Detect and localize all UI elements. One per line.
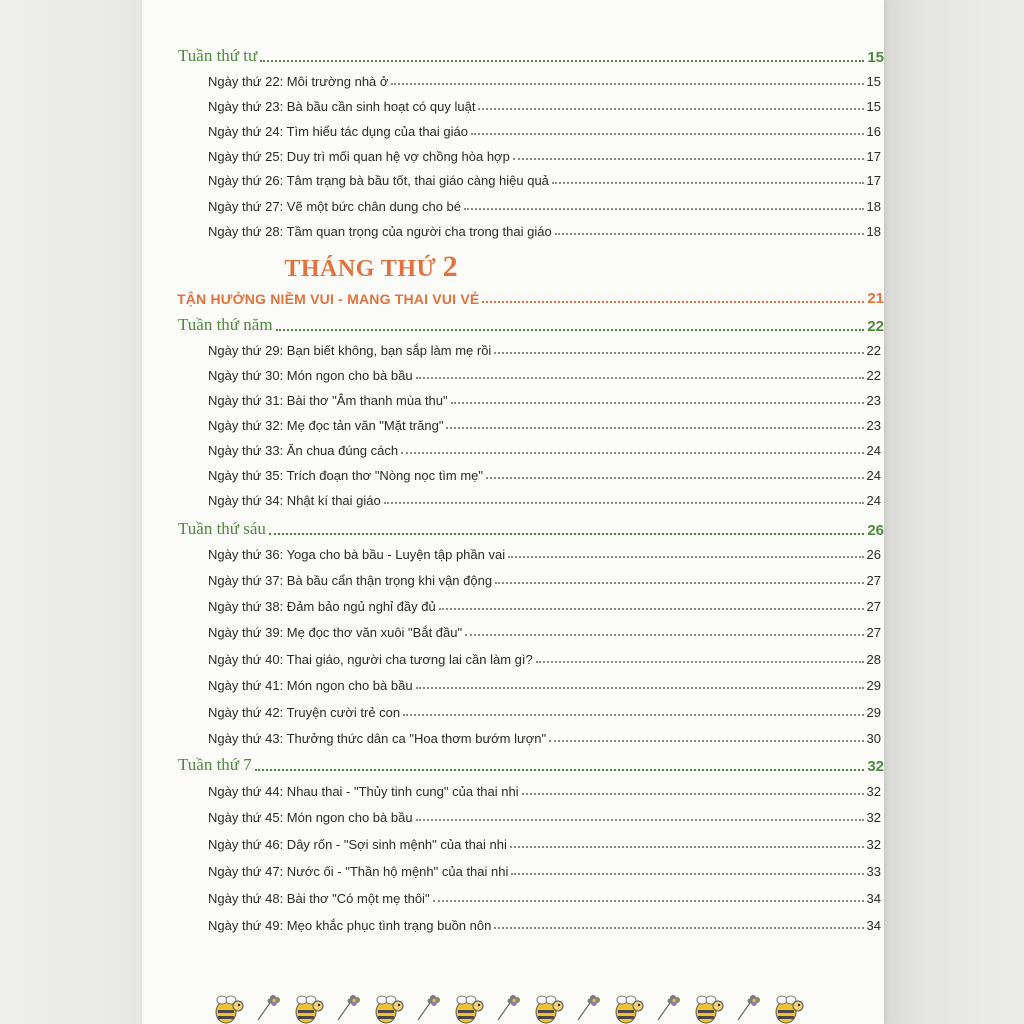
day-label: Ngày thứ 23: Bà bầu cần sinh hoạt có quy luật: [208, 99, 476, 114]
day-label: Ngày thứ 47: Nước ối - "Thần hộ mệnh" của thai nhi: [208, 864, 509, 879]
leader-dots: [439, 607, 864, 610]
bee-icon: [696, 996, 723, 1023]
week-label: Tuần thứ sáu: [178, 519, 266, 538]
leader-dots: [510, 845, 864, 848]
section-page-number: 21: [867, 290, 884, 307]
day-label: Ngày thứ 35: Trích đoạn thơ "Nòng nọc tìm mẹ": [208, 468, 484, 483]
day-label: Ngày thứ 43: Thưởng thức dân ca "Hoa thơm bướm lượn": [208, 731, 547, 746]
leader-dots: [384, 501, 864, 504]
toc-day-34: [208, 486, 881, 508]
leader-dots: [401, 451, 863, 454]
toc-day-35: [208, 461, 881, 483]
leader-dots: [494, 351, 863, 354]
leader-dots: [508, 555, 863, 558]
day-page-number: 34: [866, 891, 881, 906]
toc-day-49: [208, 911, 881, 933]
week-label: Tuần thứ tư: [178, 46, 258, 65]
day-page-number: 32: [866, 784, 881, 799]
toc-day-30: [208, 361, 881, 383]
leader-dots: [464, 207, 864, 210]
leader-dots: [403, 713, 863, 716]
day-page-number: 16: [866, 124, 881, 139]
day-page-number: 17: [866, 149, 881, 164]
day-page-number: 18: [866, 224, 881, 239]
day-page-number: 33: [866, 864, 881, 879]
day-page-number: 26: [866, 547, 881, 562]
leader-dots: [276, 328, 865, 331]
toc-day-36: [208, 540, 881, 562]
day-label: Ngày thứ 33: Ăn chua đúng cách: [208, 443, 399, 458]
leader-dots: [549, 739, 863, 742]
bee-icon: [536, 996, 563, 1023]
toc-day-39: [208, 618, 881, 640]
toc-day-48: [208, 884, 881, 906]
leader-dots: [511, 872, 863, 875]
week-page-number: 15: [867, 49, 884, 66]
background-left: [0, 0, 142, 1024]
week-label: Tuần thứ năm: [178, 315, 273, 334]
toc-day-44: [208, 777, 881, 799]
leader-dots: [465, 633, 863, 636]
day-label: Ngày thứ 46: Dây rốn - "Sợi sinh mệnh" của thai nhi: [208, 837, 507, 852]
toc-day-37: [208, 566, 881, 588]
flower-icon: [658, 995, 680, 1020]
day-label: Ngày thứ 44: Nhau thai - "Thủy tinh cung" của thai nhi: [208, 784, 519, 799]
day-page-number: 27: [866, 625, 881, 640]
toc-day-22: [208, 67, 881, 89]
leader-dots: [416, 818, 864, 821]
leader-dots: [416, 686, 864, 689]
leader-dots: [555, 232, 864, 235]
day-label: Ngày thứ 49: Mẹo khắc phục tình trạng buồn nôn: [208, 918, 492, 933]
bee-icon: [776, 996, 803, 1023]
day-label: Ngày thứ 38: Đảm bảo ngủ nghỉ đầy đủ: [208, 599, 436, 614]
toc-week-7: [178, 751, 884, 775]
leader-dots: [552, 181, 864, 184]
flower-icon: [738, 995, 760, 1020]
flower-icon: [338, 995, 360, 1020]
toc-day-24: [208, 117, 881, 139]
bee-icon: [216, 996, 243, 1023]
day-label: Ngày thứ 36: Yoga cho bà bầu - Luyện tập phần vai: [208, 547, 506, 562]
day-page-number: 15: [866, 99, 881, 114]
day-page-number: 30: [866, 731, 881, 746]
day-label: Ngày thứ 22: Môi trường nhà ở: [208, 74, 389, 89]
day-page-number: 27: [866, 599, 881, 614]
day-label: Ngày thứ 34: Nhật kí thai giáo: [208, 493, 381, 508]
day-label: Ngày thứ 31: Bài thơ "Âm thanh mùa thu": [208, 393, 448, 408]
flower-icon: [578, 995, 600, 1020]
toc-day-46: [208, 830, 881, 852]
leader-dots: [494, 926, 863, 929]
leader-dots: [513, 157, 864, 160]
day-page-number: 15: [866, 74, 881, 89]
day-page-number: 23: [866, 393, 881, 408]
week-label: Tuần thứ 7: [178, 755, 252, 774]
toc-day-27: [208, 192, 881, 214]
day-label: Ngày thứ 39: Mẹ đọc thơ văn xuôi "Bắt đầu": [208, 625, 463, 640]
leader-dots: [486, 476, 864, 479]
day-label: Ngày thứ 30: Món ngon cho bà bầu: [208, 368, 413, 383]
toc-day-31: [208, 386, 881, 408]
day-label: Ngày thứ 32: Mẹ đọc tản văn "Mặt trăng": [208, 418, 444, 433]
day-page-number: 24: [866, 468, 881, 483]
leader-dots: [522, 792, 864, 795]
bee-icon: [296, 996, 323, 1023]
leader-dots: [471, 132, 864, 135]
toc-week-5: [178, 311, 884, 335]
flower-icon: [418, 995, 440, 1020]
day-label: Ngày thứ 41: Món ngon cho bà bầu: [208, 678, 413, 693]
decoration-border: [200, 990, 840, 1024]
flower-icon: [498, 995, 520, 1020]
day-page-number: 22: [866, 343, 881, 358]
month-title-text: THÁNG THỨ: [284, 256, 443, 282]
toc-day-43: [208, 724, 881, 746]
toc-day-45: [208, 803, 881, 825]
bee-icon: [616, 996, 643, 1023]
bee-icon: [376, 996, 403, 1023]
leader-dots: [478, 107, 863, 110]
day-page-number: 28: [866, 652, 881, 667]
leader-dots: [255, 768, 865, 771]
leader-dots: [536, 660, 864, 663]
day-page-number: 27: [866, 573, 881, 588]
toc-section: [177, 283, 884, 307]
day-page-number: 32: [866, 837, 881, 852]
month-number: 2: [442, 250, 458, 283]
toc-day-47: [208, 857, 881, 879]
bee-icon: [456, 996, 483, 1023]
toc-day-33: [208, 436, 881, 458]
day-page-number: 18: [866, 199, 881, 214]
toc-day-40: [208, 645, 881, 667]
day-page-number: 24: [866, 443, 881, 458]
day-page-number: 24: [866, 493, 881, 508]
flower-icon: [258, 995, 280, 1020]
day-page-number: 29: [866, 678, 881, 693]
leader-dots: [269, 532, 864, 535]
day-page-number: 17: [866, 173, 881, 188]
section-label: TẬN HƯỞNG NIỀM VUI - MANG THAI VUI VẺ: [177, 291, 480, 307]
toc-day-28: [208, 217, 881, 239]
week-page-number: 26: [867, 522, 884, 539]
toc-week-6: [178, 515, 884, 539]
leader-dots: [416, 376, 864, 379]
background-right: [884, 0, 1024, 1024]
toc-day-23: [208, 92, 881, 114]
day-label: Ngày thứ 40: Thai giáo, người cha tương lai cần làm gì?: [208, 652, 533, 667]
day-label: Ngày thứ 37: Bà bầu cẩn thận trọng khi vận động: [208, 573, 493, 588]
day-label: Ngày thứ 25: Duy trì mối quan hệ vợ chồng hòa hợp: [208, 149, 510, 164]
day-label: Ngày thứ 24: Tìm hiểu tác dụng của thai giáo: [208, 124, 468, 139]
day-page-number: 32: [866, 810, 881, 825]
day-label: Ngày thứ 27: Vẽ một bức chân dung cho bé: [208, 199, 462, 214]
month-title: [0, 250, 742, 284]
toc-day-38: [208, 592, 881, 614]
leader-dots: [482, 300, 864, 303]
day-label: Ngày thứ 28: Tầm quan trọng của người cha trong thai giáo: [208, 224, 552, 239]
toc-day-41: [208, 671, 881, 693]
week-page-number: 32: [867, 758, 884, 775]
leader-dots: [495, 581, 863, 584]
leader-dots: [391, 82, 863, 85]
leader-dots: [451, 401, 864, 404]
toc-day-29: [208, 336, 881, 358]
day-page-number: 22: [866, 368, 881, 383]
toc-week-4: [178, 42, 884, 66]
day-page-number: 23: [866, 418, 881, 433]
day-label: Ngày thứ 26: Tâm trạng bà bầu tốt, thai giáo càng hiệu quả: [208, 173, 549, 188]
leader-dots: [260, 59, 864, 62]
toc-day-26: [208, 166, 881, 188]
day-label: Ngày thứ 48: Bài thơ "Có một mẹ thôi": [208, 891, 430, 906]
toc-day-32: [208, 411, 881, 433]
toc-day-42: [208, 698, 881, 720]
day-label: Ngày thứ 42: Truyện cười trẻ con: [208, 705, 401, 720]
week-page-number: 22: [867, 318, 884, 335]
day-label: Ngày thứ 29: Bạn biết không, bạn sắp làm mẹ rồi: [208, 343, 492, 358]
leader-dots: [446, 426, 863, 429]
leader-dots: [433, 899, 864, 902]
toc-day-25: [208, 142, 881, 164]
day-page-number: 34: [866, 918, 881, 933]
day-page-number: 29: [866, 705, 881, 720]
day-label: Ngày thứ 45: Món ngon cho bà bầu: [208, 810, 413, 825]
